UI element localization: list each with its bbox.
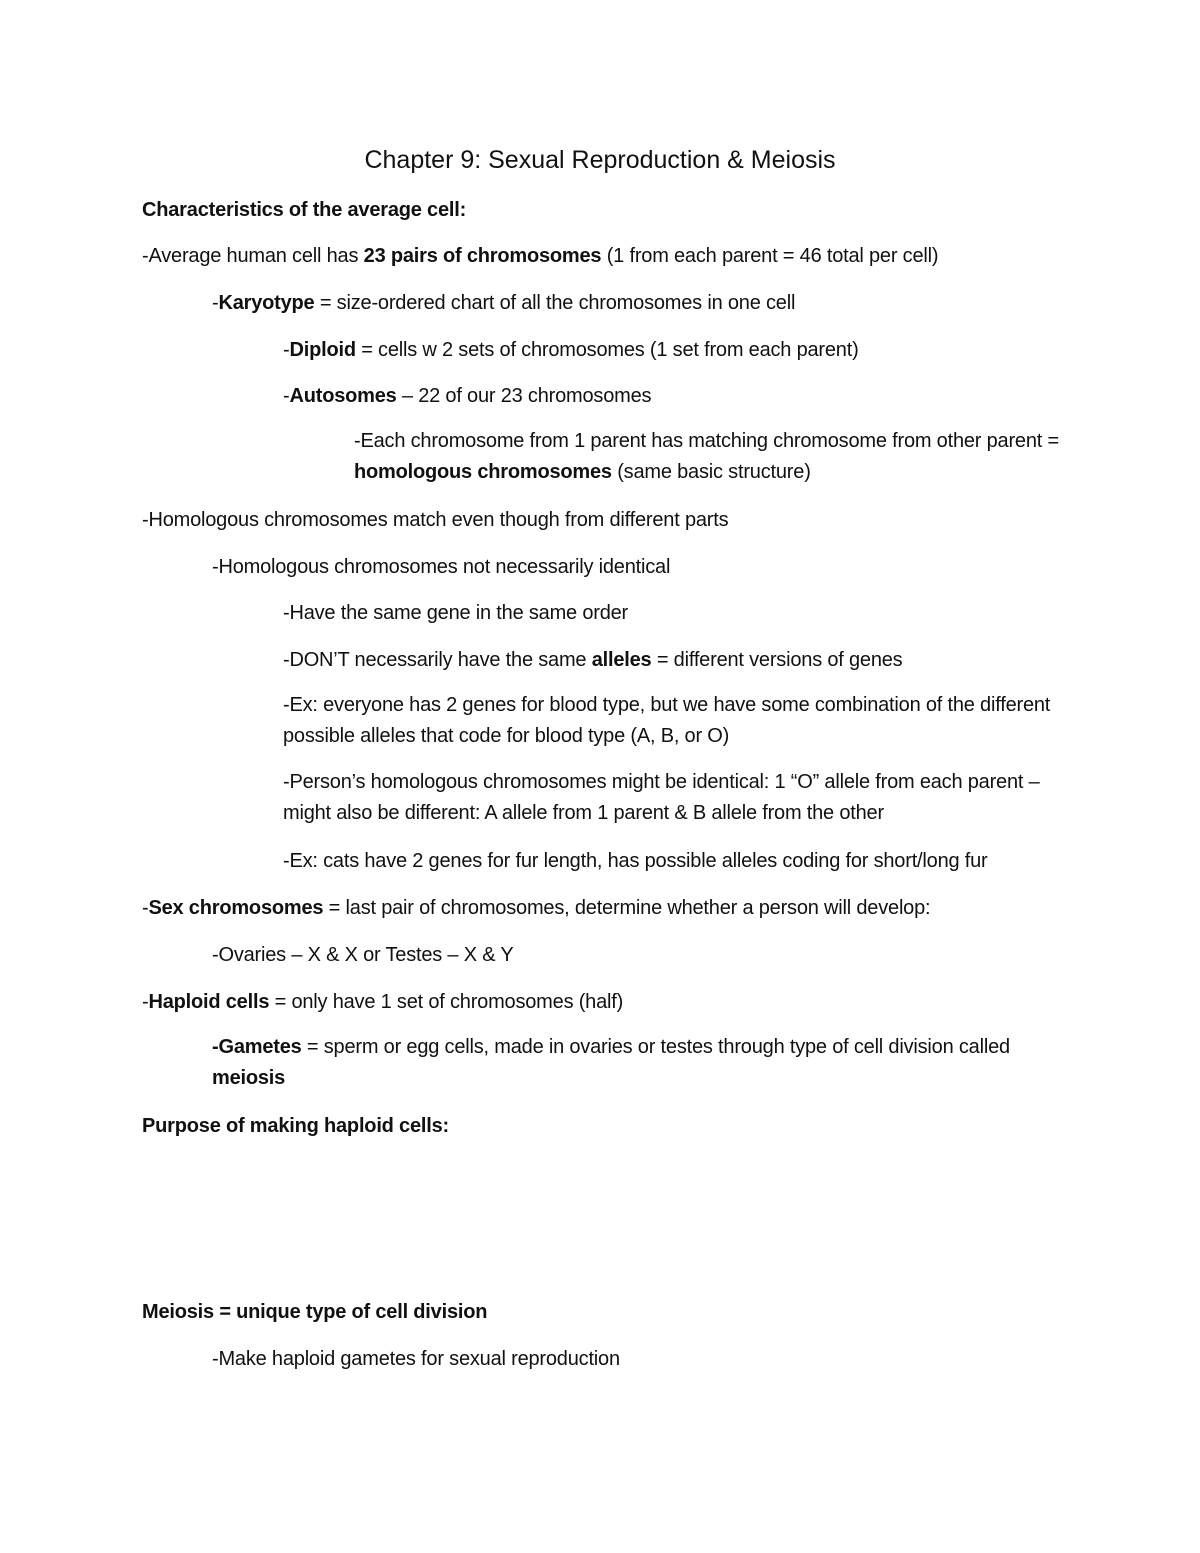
text-run: -Ex: cats have 2 genes for fur length, has possible alleles coding for short/long fur [283, 850, 988, 872]
note-line [283, 849, 988, 873]
text-run: -Person’s homologous chromosomes might be identical: 1 “O” allele from each parent – might also be different: A allele from 1 parent & B allele from the other [283, 771, 1040, 824]
text-run: - [142, 991, 149, 1013]
text-run: = different versions of genes [651, 649, 903, 671]
text-run: -Ex: everyone has 2 genes for blood type, but we have some combination of the different possible alleles that code for blood type (A, B, or O) [283, 694, 1051, 747]
bold-term: meiosis [212, 1067, 286, 1089]
bold-term: Purpose of making haploid cells: [142, 1115, 449, 1137]
section-heading [142, 1300, 487, 1324]
text-run: -Each chromosome from 1 parent has matching chromosome from other parent = [354, 430, 1059, 452]
note-line [283, 601, 628, 625]
text-run: – 22 of our 23 chromosomes [396, 385, 652, 407]
note-line [212, 1347, 620, 1371]
note-line [142, 244, 938, 268]
bold-term: Characteristics of the average cell: [142, 199, 467, 221]
bold-term: homologous chromosomes [354, 461, 612, 483]
section-heading [142, 198, 466, 222]
note-paragraph [283, 690, 1067, 752]
bold-term: alleles [591, 649, 652, 671]
section-heading [142, 1114, 449, 1138]
text-run: - [283, 339, 290, 361]
text-run: - [142, 897, 149, 919]
bold-term: Karyotype [218, 292, 315, 314]
text-run: - [212, 292, 219, 314]
text-run: = size-ordered chart of all the chromosomes in one cell [314, 292, 796, 314]
note-line [212, 291, 795, 315]
note-line [283, 338, 859, 362]
note-line [212, 555, 670, 579]
bold-term: Sex chromosomes [148, 897, 324, 919]
note-line [142, 896, 930, 920]
note-line [283, 648, 902, 672]
bold-term: Haploid cells [148, 991, 270, 1013]
text-run: - [283, 385, 290, 407]
bold-term: Diploid [289, 339, 356, 361]
text-run: -Ovaries – X & X or Testes – X & Y [212, 944, 514, 966]
text-run: (1 from each parent = 46 total per cell) [601, 245, 939, 267]
note-paragraph [283, 767, 1067, 829]
note-paragraph [212, 1032, 1054, 1094]
text-run: -DON’T necessarily have the same [283, 649, 592, 671]
text-run: -Make haploid gametes for sexual reproduction [212, 1348, 620, 1370]
bold-term: 23 pairs of chromosomes [363, 245, 602, 267]
note-line [142, 990, 623, 1014]
bold-term: -Gametes [212, 1036, 302, 1058]
bold-term: Autosomes [289, 385, 397, 407]
note-line [283, 384, 651, 408]
text-run: = only have 1 set of chromosomes (half) [269, 991, 624, 1013]
bold-term: Meiosis = unique type of cell division [142, 1301, 488, 1323]
text-run: = cells w 2 sets of chromosomes (1 set from each parent) [355, 339, 859, 361]
text-run: (same basic structure) [611, 461, 811, 483]
text-run: = sperm or egg cells, made in ovaries or testes through type of cell division called [301, 1036, 1010, 1058]
note-line [142, 508, 728, 532]
note-line [212, 943, 513, 967]
text-run: -Have the same gene in the same order [283, 602, 629, 624]
note-paragraph [354, 426, 1066, 488]
text-run: -Homologous chromosomes not necessarily identical [212, 556, 671, 578]
text-run: = last pair of chromosomes, determine whether a person will develop: [323, 897, 931, 919]
page-title: Chapter 9: Sexual Reproduction & Meiosis [364, 146, 836, 174]
text-run: -Average human cell has [142, 245, 364, 267]
text-run: -Homologous chromosomes match even though from different parts [142, 509, 729, 531]
